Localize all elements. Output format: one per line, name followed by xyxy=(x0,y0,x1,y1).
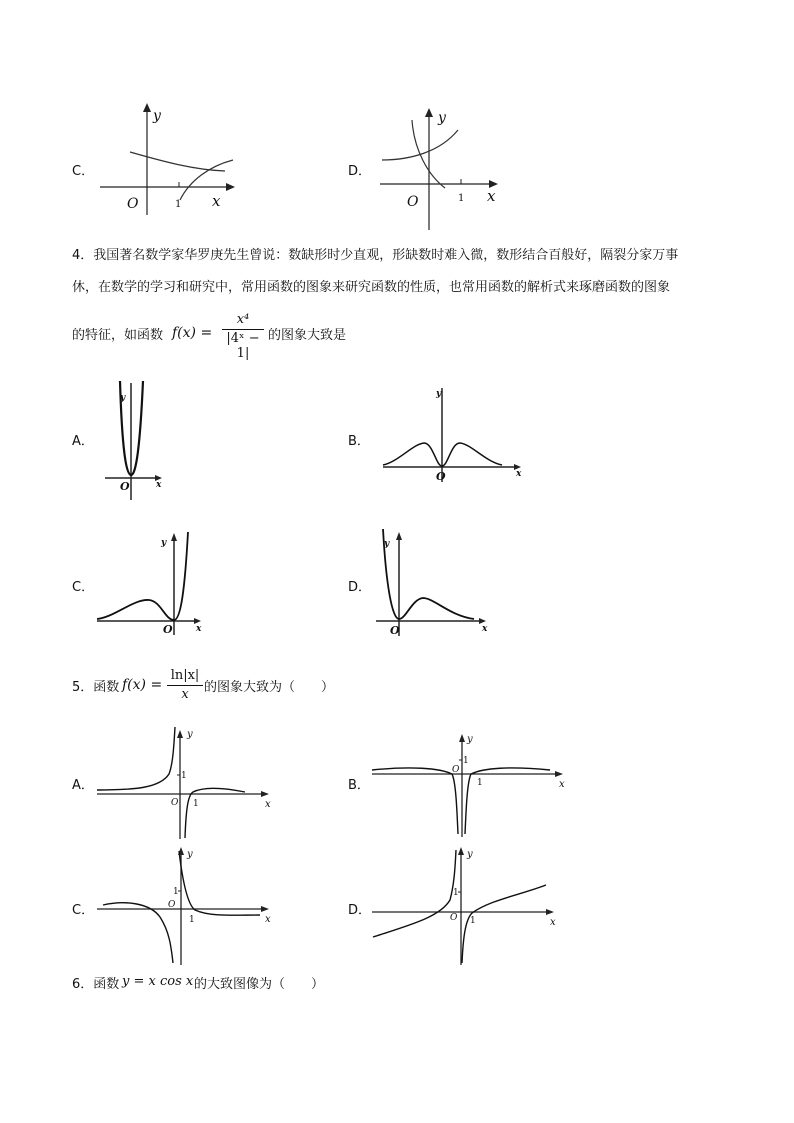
q5c-one-y-label: 1 xyxy=(173,887,179,897)
q4d-x-label: x xyxy=(482,624,488,634)
q5-option-b-label[interactable]: B． xyxy=(348,778,370,793)
q5a-one-x-label: 1 xyxy=(193,799,199,809)
q5a-one-y-label: 1 xyxy=(181,771,187,781)
q3-option-d-label[interactable]: D． xyxy=(348,164,372,179)
q4c-origin-label: O xyxy=(163,623,173,636)
q5-graph-c[interactable] xyxy=(95,845,280,967)
q4c-y-label: y xyxy=(161,538,167,548)
q5b-one-x-label: 1 xyxy=(477,778,483,788)
q5-post: 的图象大致为（ ） xyxy=(204,680,335,695)
q5b-y-label: y xyxy=(467,734,473,745)
q4d-y-label: y xyxy=(384,539,390,549)
q3d-y-label: y xyxy=(438,110,446,126)
q4-line1: 4．我国著名数学家华罗庚先生曾说：数缺形时少直观，形缺数时难入微，数形结合百般好，隔裂分家万事 xyxy=(72,248,679,263)
q3c-x-label: x xyxy=(212,192,221,210)
q4-line2: 休，在数学的学习和研究中，常用函数的图象来研究函数的性质，也常用函数的解析式来琢磨函数的图象 xyxy=(72,280,671,295)
q6-expr: y = x cos x xyxy=(122,974,194,989)
q5-fraction xyxy=(167,668,203,702)
q6-pre: 6．函数 xyxy=(72,977,120,992)
q4-line3-post: 的图象大致是 xyxy=(268,328,347,343)
q4-graph-c[interactable] xyxy=(95,527,210,637)
q3c-origin-label: O xyxy=(127,196,139,212)
q5b-origin-label: O xyxy=(452,765,460,775)
q5-option-c-label[interactable]: C． xyxy=(72,903,95,918)
q5c-x-label: x xyxy=(265,914,271,925)
q3c-one-label: 1 xyxy=(175,199,182,210)
q5d-x-label: x xyxy=(550,917,556,928)
q5-graph-d[interactable] xyxy=(370,845,560,967)
q4-func-lhs: f(x) = xyxy=(172,325,213,341)
q3-option-c-label[interactable]: C． xyxy=(72,164,95,179)
q4b-origin-label: O xyxy=(436,470,446,483)
q4-option-a-label[interactable]: A． xyxy=(72,434,94,449)
q5c-y-label: y xyxy=(187,849,193,860)
q4-graph-d[interactable] xyxy=(374,524,494,637)
q3d-one-label: 1 xyxy=(458,193,465,204)
q5-numerator: ln|x| xyxy=(170,668,200,683)
q5-option-a-label[interactable]: A． xyxy=(72,778,94,793)
q4-graph-a[interactable] xyxy=(100,378,170,503)
q3d-origin-label: O xyxy=(407,194,419,210)
q5d-y-label: y xyxy=(467,849,473,860)
q5c-origin-label: O xyxy=(168,900,176,910)
q5-func-lhs: f(x) = xyxy=(122,677,163,693)
q4-option-d-label[interactable]: D． xyxy=(348,580,372,595)
q5-denominator: x xyxy=(167,685,203,702)
q5-graph-a[interactable] xyxy=(95,724,280,842)
q5-option-d-label[interactable]: D． xyxy=(348,903,372,918)
q4-option-c-label[interactable]: C． xyxy=(72,580,95,595)
q3-graph-d[interactable] xyxy=(380,100,540,220)
q4c-x-label: x xyxy=(196,624,202,634)
q4-fraction xyxy=(222,312,264,361)
q4a-origin-label: O xyxy=(120,480,130,493)
q5-graph-b[interactable] xyxy=(370,732,570,842)
q5c-one-x-label: 1 xyxy=(189,915,195,925)
q5d-one-x-label: 1 xyxy=(470,916,476,926)
q5a-origin-label: O xyxy=(171,798,179,808)
q3c-y-label: y xyxy=(153,108,161,124)
q4a-y-label: y xyxy=(120,393,126,403)
q4-denominator: |4ˣ − 1| xyxy=(222,329,264,361)
q5b-one-y-label: 1 xyxy=(463,756,469,766)
q5d-one-y-label: 1 xyxy=(453,888,459,898)
q6-post: 的大致图像为（ ） xyxy=(194,977,325,992)
q5d-origin-label: O xyxy=(450,913,458,923)
q4-line3-pre: 的特征，如函数 xyxy=(72,328,164,343)
q4-option-b-label[interactable]: B． xyxy=(348,434,370,449)
q5-pre: 5．函数 xyxy=(72,680,120,695)
q5a-x-label: x xyxy=(265,799,271,810)
q4d-origin-label: O xyxy=(390,624,400,637)
q4-graph-b[interactable] xyxy=(378,382,528,482)
q4b-y-label: y xyxy=(436,389,442,399)
q5a-y-label: y xyxy=(187,729,193,740)
q4-numerator: x⁴ xyxy=(236,312,250,327)
q3-graph-c[interactable] xyxy=(95,100,255,220)
q3d-x-label: x xyxy=(487,187,496,205)
q4a-x-label: x xyxy=(156,480,162,490)
q5b-x-label: x xyxy=(559,779,565,790)
q4b-x-label: x xyxy=(516,469,522,479)
